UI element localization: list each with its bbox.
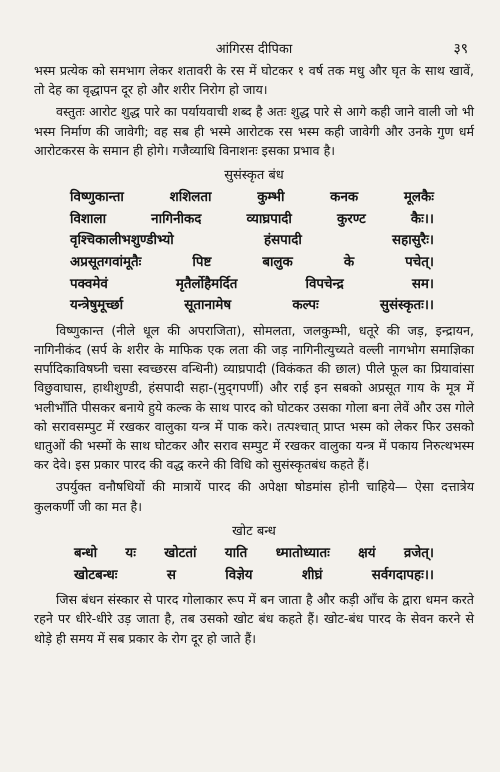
verse-line: वृश्चिकालीभशुण्डीभ्यो हंसपादी सहासुरैः। — [70, 233, 434, 249]
verse-line: यन्त्रेषुमूर्च्छा सूतानामेष कल्पः सुसंस्कृतः।। — [70, 298, 434, 314]
paragraph-aarot: वस्तुतः आरोट शुद्ध पारे का पर्यायवाची शब्द है अतः शुद्ध पारे से आगे कही जाने वाली जो भी भस्म निर्माण की जावेगी; वह सब ही भस्मे आरोटक रस भस्म कही जावेगी और उनके गुण धर्म आरोटकरस के समान ही होगे। गजैव्याधि विनाशनः इसका प्रभाव है। — [34, 104, 474, 158]
paragraph-continued: भस्म प्रत्येक को समभाग लेकर शतावरी के रस में घोटकर १ वर्ष तक मधु और घृत के साथ खावें, तो देह का वृद्धापन दूर हो और शरीर निरोग हो जाय। — [34, 63, 474, 98]
verse-block-1 — [70, 187, 434, 317]
paragraph-dosage-note: उपर्युक्त वनौषधियों की मात्रायें पारद की अपेक्षा षोडमांस होनी चाहिये— ऐसा दत्तात्रेय कुलकर्णी जी का मत है। — [34, 479, 474, 514]
paragraph-explanation: विष्णुकान्त (नीले धूल की अपराजिता), सोमलता, जलकुम्भी, धतूरे की जड़, इन्द्रायन, नागिनीकंद (सर्प के शरीर के माफिक एक लता की जड़ नागिनीत्युच्यते वल्ली नागभोग समाज्ञिका सर्पादिकाविषघ्नी चसा स्वच्छरस वन्धिनी) व्याघ्रपादी (विकंकत की छाल) पीले फूल का प्रियावांसा विछुवाघास, हाथीशुण्डी, हंसपादी सहा-(मुद्‌गपर्णी) और राई इन सबको अप्रसूत गाय के मूत्र में भलीभाँति पीसकर बनाये हुये कल्क के साथ पारद को घोटकर उसका गोला बना लेवें और उस गोले को सरावसम्पुट में रखकर वालुका यन्त्र में पाक करे। तत्पश्चात् प्राप्त भस्म को लेकर फिर उसको धातुओं की भस्मों के साथ घोटकर और सराव सम्पुट में रखकर वालुका यन्त्र में पकाय निरुत्थभस्म कर देवे। इस प्रकार पारद की वद्ध करने की विधि को सुसंस्कृतबंध कहते हैं। — [34, 322, 474, 473]
section-title-susanskrit-bandh: सुसंस्कृत बंध — [224, 168, 284, 184]
section-title-khot-bandh: खोट बन्ध — [232, 523, 276, 539]
verse-line: अप्रसूतगवांमूतैः पिष्ट बालुक के पचेत्। — [70, 255, 434, 270]
verse-line: पक्वमेवं मृतैर्लोहैमर्दित विपचेन्द्र सम। — [70, 276, 434, 292]
page-number: ३९ — [453, 41, 468, 57]
verse-line: खोटबन्धः स विज्ञेय शीघ्रं सर्वगदापहः।। — [74, 567, 434, 583]
header-title: आंगिरस दीपिका — [215, 42, 293, 57]
verse-block-2 — [74, 543, 434, 586]
verse-line: विशाला नागिनीकद व्याघ्रपादी कुरण्ट कैः।। — [70, 211, 434, 227]
running-header — [34, 40, 474, 61]
verse-line: बन्धो यः खोटतां याति ध्मातोध्यातः क्षयं व्रजेत्। — [74, 546, 434, 562]
paragraph-khot-explanation: जिस बंधन संस्कार से पारद गोलाकार रूप में बन जाता है और कड़ी आँच के द्वारा धमन करते रहने पर धीरे-धीरे उड़ जाता है, तब उसको खोट बंध कहते हैं। खोट-बंध पारद के सेवन करने से थोड़े ही समय में सब प्रकार के रोग दूर हो जाते हैं। — [34, 592, 474, 646]
verse-line: विष्णुकान्ता शशिलता कुम्भी कनक मूलकैः — [70, 190, 434, 206]
